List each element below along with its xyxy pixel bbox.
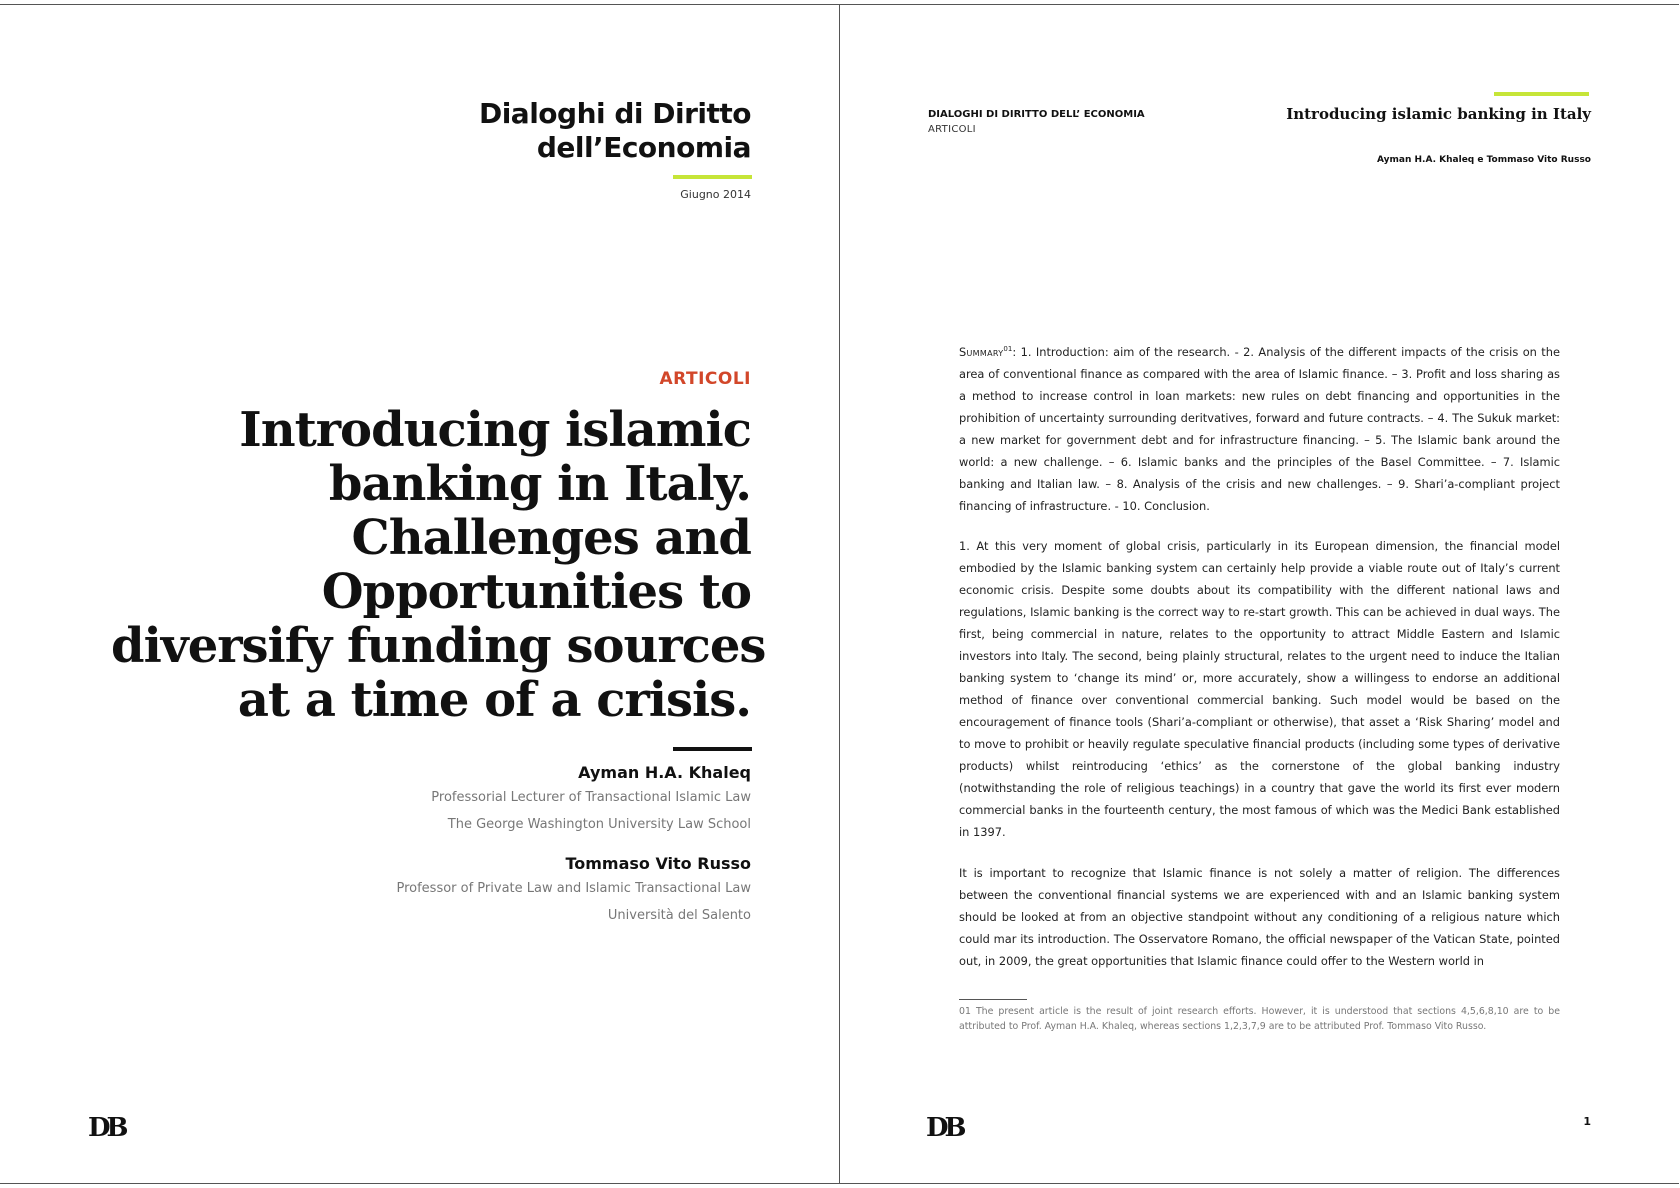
author-position: Professor of Private Law and Islamic Transactional Law xyxy=(396,881,751,896)
author-block xyxy=(396,854,751,923)
summary-text: : 1. Introduction: aim of the research. - 2. Analysis of the different impacts of the crisis on the area of conventional finance as compared with the area of Islamic finance. – 3. Profit and loss sharing as a method to increase control in loan markets: new rules on debt financing and opportunities in the prohibition of uncertainty surrounding deritvatives, forward and future contracts. – 4. The Sukuk market: a new market for government debt and for infrastructure financing. – 5. The Islamic bank around the world: a new challenge. – 6. Islamic banks and the principles of the Basel Committee. – 7. Islamic banking and Italian law. – 8. Analysis of the crisis and new challenges. – 9. Shari’a-compliant project financing of infrastructure. - 10. Conclusion. xyxy=(959,344,1560,513)
issue-date: Giugno 2014 xyxy=(680,188,751,201)
footnote-rule xyxy=(959,999,1027,1000)
body-paragraph: It is important to recognize that Islamic finance is not solely a matter of religion. The differences between the conventional financial systems we are experienced with and an Islamic banking system should be looked at from an objective standpoint without any conditioning of a religious nature which could mar its introduction. The Osservatore Romano, the official newspaper of the Vatican State, pointed out, in 2009, the great opportunities that Islamic finance could offer to the Western world in xyxy=(959,866,1560,968)
article-title xyxy=(111,402,766,728)
accent-bar xyxy=(1494,92,1589,96)
author-name: Ayman H.A. Khaleq xyxy=(578,763,751,782)
summary-label: Summary xyxy=(959,344,1004,359)
body-paragraph: 1. At this very moment of global crisis, particularly in its European dimension, the financial model embodied by the Islamic banking system can certainly help provide a viable route out of Italy’s current economic crisis. Despite some doubts about its compatibility with the different national laws and regulations, Islamic banking is the correct way to re-start growth. This can be achieved in dual ways. The first, being commercial in nature, relates to the opportunity to attract Middle Eastern and Islamic investors into Italy. The second, being plainly structural, relates to the urgent need to induce the Italian banking system to ‘change its mind’ or, more accurately, show a willingess to endorse an additional method of finance over conventional commercial banking. Such model would be based on the encouragement of finance tools (Shari’a-compliant or otherwise), that asset a ‘Risk Sharing’ model and to move to prohibit or heavily regulate speculative financial products (including some types of derivative products) whilst reintroducing ‘ethics’ as the cornerstone of the global banking industry (notwithstanding the role of religious teachings) in a country that gave the world its first ever modern commercial banks in the fourteenth century, the most famous of which was the Medici Bank established in 1397. xyxy=(959,539,1560,839)
accent-bar xyxy=(673,175,752,179)
author-block xyxy=(431,763,751,832)
title-line: Introducing islamic xyxy=(239,402,751,458)
footnote: 01 The present article is the result of joint research efforts. However, it is understood that sections 4,5,6,8,10 are to be attributed to Prof. Ayman H.A. Khaleq, whereas sections 1,2,3,7,9 are to be attributed Prof. Tommaso Vito Russo. xyxy=(959,1006,1560,1032)
left-page xyxy=(0,5,839,1183)
author-position: Professorial Lecturer of Transactional Islamic Law xyxy=(431,790,751,805)
footnote-marker: 01 xyxy=(1003,345,1013,353)
publisher-logo: DB xyxy=(926,1113,963,1143)
journal-title-line: Dialoghi di Diritto xyxy=(478,97,751,130)
title-line: diversify funding sources xyxy=(111,618,766,674)
title-rule xyxy=(673,747,752,751)
running-authors: Ayman H.A. Khaleq e Tommaso Vito Russo xyxy=(1377,155,1591,165)
author-institution: The George Washington University Law School xyxy=(447,817,751,832)
author-name: Tommaso Vito Russo xyxy=(565,854,751,873)
title-line: Challenges and xyxy=(351,510,751,566)
publisher-logo: DB xyxy=(88,1113,125,1143)
running-title: Introducing islamic banking in Italy xyxy=(1286,105,1591,123)
title-line: banking in Italy. xyxy=(328,456,751,512)
journal-title-line: dell’Economia xyxy=(536,131,751,164)
section-label: ARTICOLI xyxy=(659,369,751,389)
title-line: Opportunities to xyxy=(321,564,751,620)
page-gutter xyxy=(839,4,840,1184)
page-number: 1 xyxy=(1583,1115,1591,1128)
running-head-section: ARTICOLI xyxy=(928,124,976,135)
journal-title xyxy=(479,97,751,165)
author-institution: Università del Salento xyxy=(607,908,751,923)
running-head-journal: DIALOGHI DI DIRITTO DELL’ ECONOMIA xyxy=(928,109,1145,120)
right-page xyxy=(841,5,1679,1183)
title-line: at a time of a crisis. xyxy=(237,672,751,728)
summary-paragraph xyxy=(959,338,1560,517)
